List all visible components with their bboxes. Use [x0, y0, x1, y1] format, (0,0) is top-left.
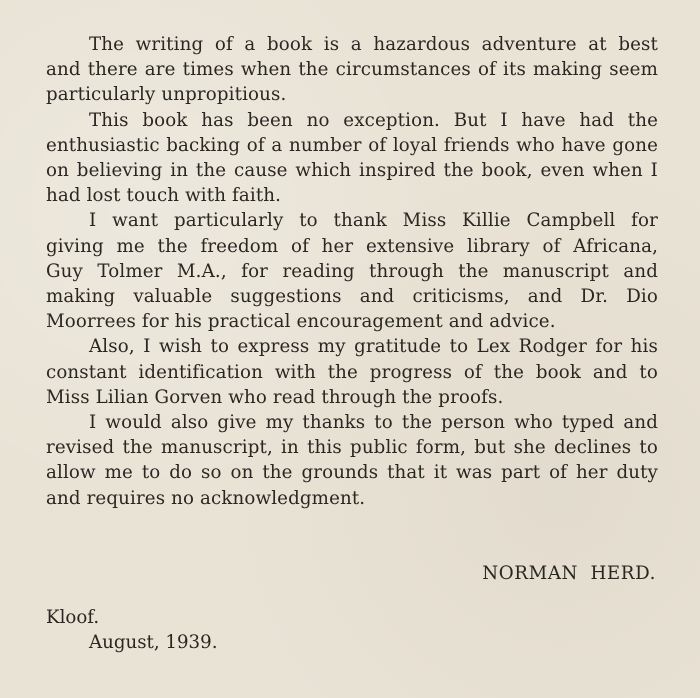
- text-line: and there are times when the circumstances of its making seem: [46, 59, 658, 81]
- text-line: on believing in the cause which inspired the book, even when I: [46, 160, 658, 182]
- paragraph-5: [46, 410, 658, 511]
- text-line: making valuable suggestions and criticisms, and Dr. Dio: [46, 286, 658, 308]
- text-line: I would also give my thanks to the person who typed and: [89, 412, 658, 434]
- text-line: Also, I wish to express my gratitude to Lex Rodger for his: [89, 336, 658, 358]
- text-line: constant identification with the progress of the book and to: [46, 361, 658, 383]
- text-line: and requires no acknowledgment.: [46, 487, 366, 509]
- text-line: particularly unpropitious.: [46, 84, 287, 106]
- paragraph-4: [46, 334, 658, 410]
- text-line: allow me to do so on the grounds that it was part of her duty: [46, 462, 658, 484]
- acknowledgments-text: [46, 32, 658, 511]
- text-line: Guy Tolmer M.A., for reading through the manuscript and: [46, 260, 658, 282]
- date-line: August, 1939.: [89, 632, 218, 653]
- paragraph-2: [46, 108, 658, 209]
- text-line: had lost touch with faith.: [46, 185, 282, 207]
- text-line: Miss Lilian Gorven who read through the proofs.: [46, 386, 504, 408]
- paragraph-1: [46, 32, 658, 108]
- text-line: Moorrees for his practical encouragement and advice.: [46, 311, 556, 333]
- text-line: This book has been no exception. But I have had the: [89, 109, 658, 131]
- text-line: The writing of a book is a hazardous adventure at best: [89, 34, 658, 55]
- text-line: revised the manuscript, in this public form, but she declines to: [46, 437, 658, 459]
- text-line: enthusiastic backing of a number of loyal friends who have gone: [46, 134, 658, 156]
- place-line: Kloof.: [46, 607, 100, 628]
- author-signature: NORMAN HERD.: [482, 563, 656, 584]
- text-line: I want particularly to thank Miss Killie Campbell for: [89, 210, 658, 232]
- text-line: giving me the freedom of her extensive library of Africana,: [46, 235, 658, 257]
- paragraph-3: [46, 208, 658, 334]
